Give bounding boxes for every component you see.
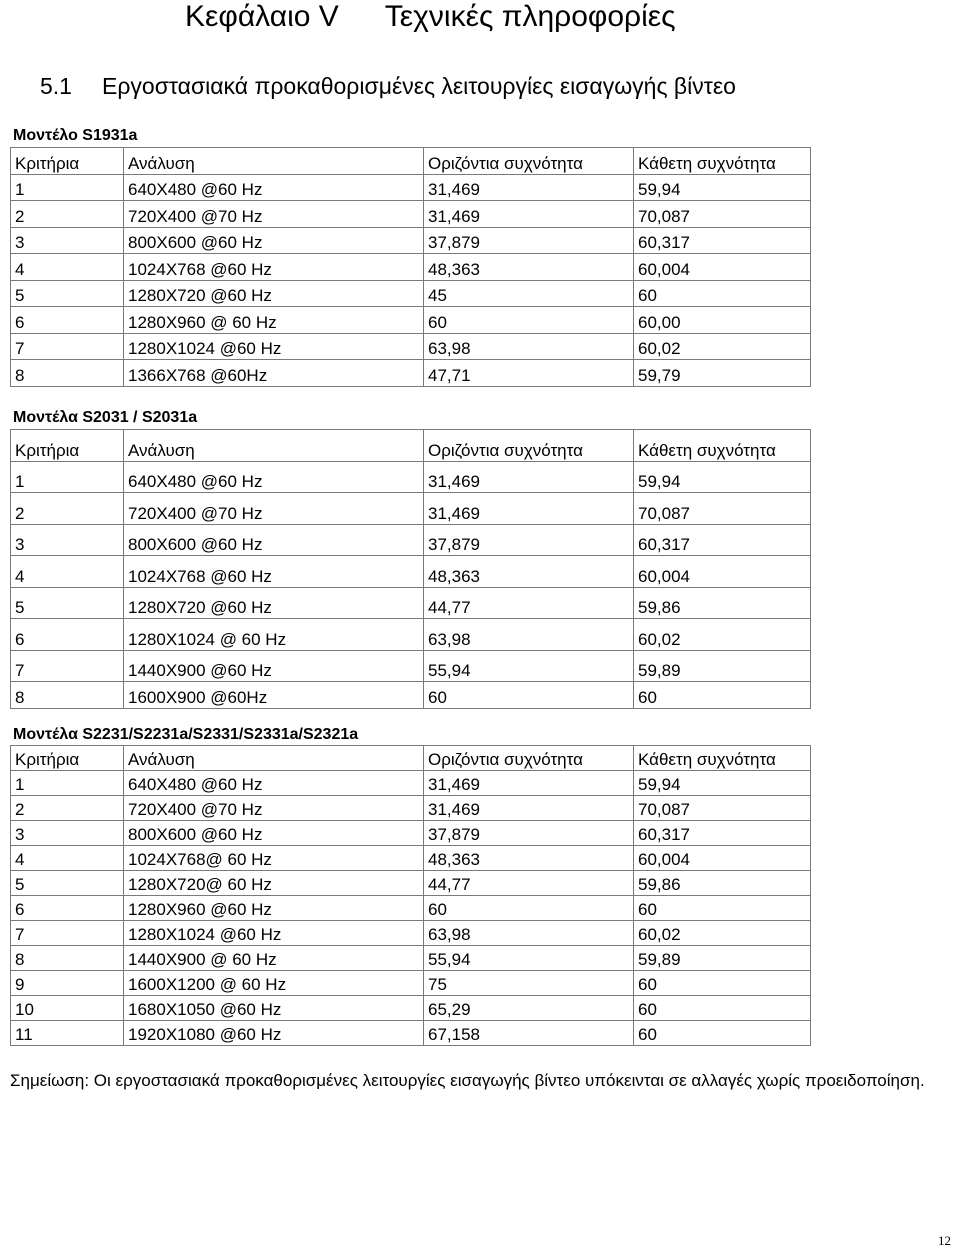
table-row: [11, 1021, 811, 1046]
table-header-row: [11, 746, 811, 771]
table-cell: 720X400 @70 Hz: [124, 493, 424, 525]
table-cell: 37,879: [424, 821, 634, 846]
table-cell: 60,00: [634, 307, 811, 334]
page-number: 12: [938, 1233, 951, 1248]
table-row: [11, 461, 811, 493]
table-cell: 37,879: [424, 227, 634, 254]
table-cell: 800X600 @60 Hz: [124, 227, 424, 254]
table-cell: 1280X1024 @60 Hz: [124, 921, 424, 946]
table-cell: 63,98: [424, 619, 634, 651]
table-cell: 67,158: [424, 1021, 634, 1046]
table-cell: 59,86: [634, 871, 811, 896]
table-row: [11, 360, 811, 387]
table-cell: 1024X768 @60 Hz: [124, 254, 424, 281]
table-row: [11, 996, 811, 1021]
table-cell: 37,879: [424, 524, 634, 556]
table-cell: 60,004: [634, 846, 811, 871]
column-header: Κριτήρια: [11, 746, 124, 771]
table-cell: 1366X768 @60Hz: [124, 360, 424, 387]
table-row: [11, 682, 811, 709]
table-cell: 720X400 @70 Hz: [124, 201, 424, 228]
model-title-1: Μοντέλο S1931a: [13, 127, 138, 144]
table-cell: 59,94: [634, 771, 811, 796]
table-row: [11, 227, 811, 254]
table-row: [11, 821, 811, 846]
table-cell: 44,77: [424, 587, 634, 619]
table-cell: 2: [11, 796, 124, 821]
table-cell: 48,363: [424, 846, 634, 871]
table-cell: 1: [11, 771, 124, 796]
table-cell: 1024X768 @60 Hz: [124, 556, 424, 588]
table-cell: 70,087: [634, 493, 811, 525]
table-cell: 60: [634, 1021, 811, 1046]
table-cell: 6: [11, 619, 124, 651]
timing-table-2: [10, 429, 811, 709]
table-cell: 1280X720@ 60 Hz: [124, 871, 424, 896]
timing-table-1: [10, 147, 811, 387]
table-cell: 60,317: [634, 227, 811, 254]
table-cell: 1: [11, 174, 124, 201]
table-cell: 11: [11, 1021, 124, 1046]
table-cell: 800X600 @60 Hz: [124, 524, 424, 556]
table-row: [11, 650, 811, 682]
table-cell: 31,469: [424, 493, 634, 525]
table-cell: 59,86: [634, 587, 811, 619]
timing-table-3: [10, 745, 811, 1046]
table-row: [11, 796, 811, 821]
table-cell: 3: [11, 821, 124, 846]
table-cell: 4: [11, 846, 124, 871]
table-cell: 70,087: [634, 796, 811, 821]
table-cell: 1440X900 @60 Hz: [124, 650, 424, 682]
table-cell: 63,98: [424, 333, 634, 360]
column-header: Ανάλυση: [124, 430, 424, 462]
section-number: 5.1: [40, 73, 72, 99]
table-cell: 75: [424, 971, 634, 996]
table-cell: 1: [11, 461, 124, 493]
table-cell: 720X400 @70 Hz: [124, 796, 424, 821]
table-cell: 60: [424, 896, 634, 921]
table-cell: 1024X768@ 60 Hz: [124, 846, 424, 871]
table-cell: 45: [424, 280, 634, 307]
table-cell: 31,469: [424, 201, 634, 228]
table-cell: 7: [11, 921, 124, 946]
table-header-row: [11, 148, 811, 175]
table-cell: 10: [11, 996, 124, 1021]
column-header: Κάθετη συχνότητα: [634, 430, 811, 462]
table-cell: 1280X720 @60 Hz: [124, 280, 424, 307]
table-row: [11, 493, 811, 525]
table-cell: 48,363: [424, 556, 634, 588]
table-cell: 59,94: [634, 461, 811, 493]
table-row: [11, 201, 811, 228]
table-cell: 60,004: [634, 556, 811, 588]
column-header: Οριζόντια συχνότητα: [424, 430, 634, 462]
table-cell: 55,94: [424, 650, 634, 682]
table-cell: 60,004: [634, 254, 811, 281]
table-cell: 5: [11, 871, 124, 896]
table-cell: 31,469: [424, 461, 634, 493]
table-cell: 60: [634, 971, 811, 996]
table-cell: 1280X960 @ 60 Hz: [124, 307, 424, 334]
table-cell: 59,94: [634, 174, 811, 201]
table-cell: 2: [11, 493, 124, 525]
table-cell: 1280X1024 @60 Hz: [124, 333, 424, 360]
chapter-title: Τεχνικές πληροφορίες: [384, 0, 676, 33]
table-row: [11, 771, 811, 796]
table-cell: 1600X1200 @ 60 Hz: [124, 971, 424, 996]
table-cell: 6: [11, 307, 124, 334]
table-cell: 59,89: [634, 650, 811, 682]
table-cell: 800X600 @60 Hz: [124, 821, 424, 846]
table-cell: 3: [11, 227, 124, 254]
table-cell: 63,98: [424, 921, 634, 946]
table-cell: 6: [11, 896, 124, 921]
table-cell: 8: [11, 360, 124, 387]
column-header: Οριζόντια συχνότητα: [424, 148, 634, 175]
table-cell: 60: [634, 996, 811, 1021]
table-cell: 59,89: [634, 946, 811, 971]
table-cell: 640X480 @60 Hz: [124, 461, 424, 493]
table-cell: 7: [11, 333, 124, 360]
table-cell: 7: [11, 650, 124, 682]
table-row: [11, 971, 811, 996]
table-row: [11, 846, 811, 871]
table-cell: 60: [634, 896, 811, 921]
table-row: [11, 896, 811, 921]
table-cell: 60: [634, 280, 811, 307]
table-row: [11, 307, 811, 334]
table-cell: 5: [11, 280, 124, 307]
table-row: [11, 871, 811, 896]
table-cell: 44,77: [424, 871, 634, 896]
table-cell: 60,317: [634, 524, 811, 556]
table-row: [11, 174, 811, 201]
table-cell: 60: [634, 682, 811, 709]
table-cell: 31,469: [424, 796, 634, 821]
table-row: [11, 556, 811, 588]
table-cell: 2: [11, 201, 124, 228]
column-header: Ανάλυση: [124, 148, 424, 175]
table-cell: 31,469: [424, 771, 634, 796]
table-row: [11, 946, 811, 971]
column-header: Κάθετη συχνότητα: [634, 746, 811, 771]
section-title: Εργοστασιακά προκαθορισμένες λειτουργίες εισαγωγής βίντεο: [101, 73, 736, 99]
model-title-2: Μοντέλα S2031 / S2031a: [13, 409, 198, 426]
table-cell: 60,317: [634, 821, 811, 846]
table-cell: 48,363: [424, 254, 634, 281]
column-header: Οριζόντια συχνότητα: [424, 746, 634, 771]
table-cell: 640X480 @60 Hz: [124, 771, 424, 796]
table-cell: 5: [11, 587, 124, 619]
column-header: Κάθετη συχνότητα: [634, 148, 811, 175]
table-cell: 59,79: [634, 360, 811, 387]
table-cell: 4: [11, 254, 124, 281]
table-row: [11, 619, 811, 651]
table-cell: 1920X1080 @60 Hz: [124, 1021, 424, 1046]
chapter-label: Κεφάλαιο V: [185, 0, 339, 33]
table-cell: 60,02: [634, 619, 811, 651]
table-cell: 70,087: [634, 201, 811, 228]
table-cell: 65,29: [424, 996, 634, 1021]
table-cell: 1680X1050 @60 Hz: [124, 996, 424, 1021]
table-cell: 60: [424, 307, 634, 334]
table-row: [11, 333, 811, 360]
table-cell: 3: [11, 524, 124, 556]
column-header: Ανάλυση: [124, 746, 424, 771]
chapter-heading: [185, 0, 885, 34]
table-cell: 8: [11, 682, 124, 709]
table-cell: 31,469: [424, 174, 634, 201]
note-text: Σημείωση: Οι εργοστασιακά προκαθορισμένες λειτουργίες εισαγωγής βίντεο υπόκεινται σε αλλαγές χωρίς προειδοποίηση.: [10, 1071, 925, 1090]
table-row: [11, 587, 811, 619]
column-header: Κριτήρια: [11, 148, 124, 175]
table-cell: 8: [11, 946, 124, 971]
table-cell: 9: [11, 971, 124, 996]
table-header-row: [11, 430, 811, 462]
table-cell: 60: [424, 682, 634, 709]
table-row: [11, 524, 811, 556]
table-cell: 1280X1024 @ 60 Hz: [124, 619, 424, 651]
section-heading: [40, 72, 940, 100]
table-row: [11, 254, 811, 281]
table-cell: 4: [11, 556, 124, 588]
table-cell: 60,02: [634, 333, 811, 360]
table-cell: 640X480 @60 Hz: [124, 174, 424, 201]
table-row: [11, 280, 811, 307]
table-cell: 47,71: [424, 360, 634, 387]
table-cell: 1280X720 @60 Hz: [124, 587, 424, 619]
table-cell: 55,94: [424, 946, 634, 971]
model-title-3: Μοντέλα S2231/S2231a/S2331/S2331a/S2321a: [13, 726, 359, 743]
table-cell: 1600X900 @60Hz: [124, 682, 424, 709]
table-cell: 1280X960 @60 Hz: [124, 896, 424, 921]
table-cell: 60,02: [634, 921, 811, 946]
column-header: Κριτήρια: [11, 430, 124, 462]
table-row: [11, 921, 811, 946]
table-cell: 1440X900 @ 60 Hz: [124, 946, 424, 971]
